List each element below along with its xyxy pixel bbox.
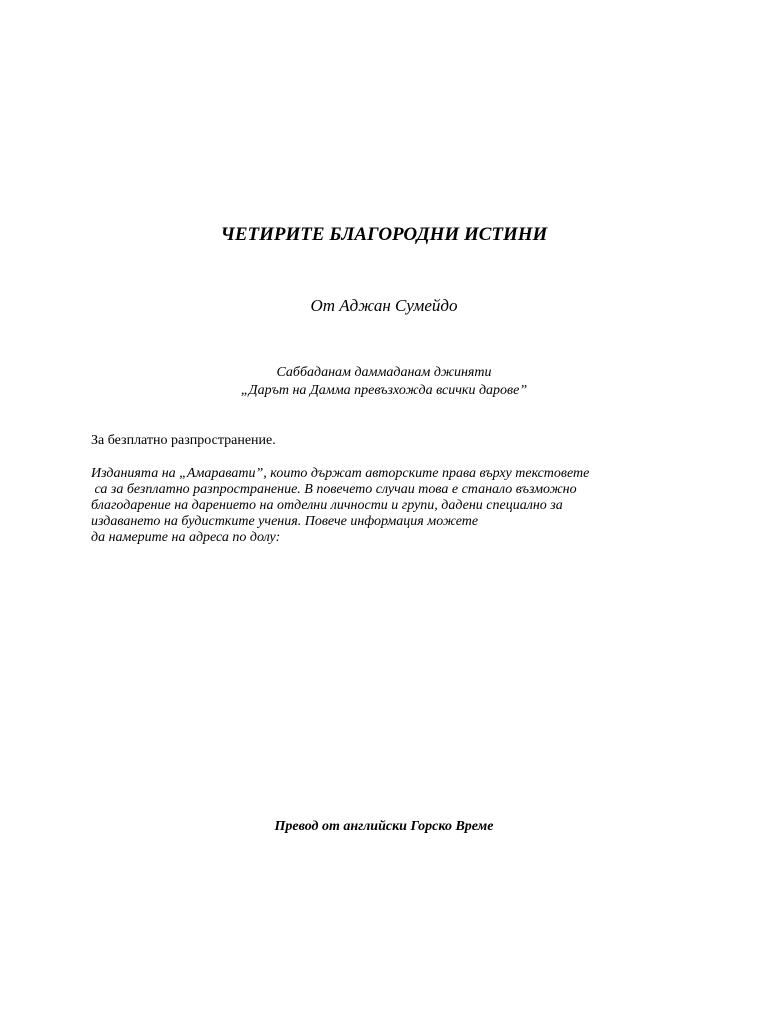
publisher-note-line-5: да намерите на адреса по долу:	[91, 530, 281, 545]
translator-credit: Превод от английски Горско Време	[274, 819, 494, 834]
publisher-note-line-1: Изданията на „Амаравати”, които държат авторските права върху текстовете	[91, 466, 590, 481]
epigraph	[0, 364, 768, 400]
document-title: ЧЕТИРИТЕ БЛАГОРОДНИ ИСТИНИ	[220, 224, 548, 245]
document-author: От Аджан Сумейдо	[310, 296, 458, 315]
epigraph-line-1: Саббаданам даммаданам джиняти	[276, 365, 492, 380]
publisher-note-line-3: благодарение на дарението на отделни личности и групи, дадени специално за	[91, 498, 563, 513]
publisher-note-line-2: са за безплатно разпространение. В повечето случаи това е станало възможно	[91, 482, 577, 497]
publisher-note-line-4: издаването на будистките учения. Повече информация можете	[91, 514, 479, 529]
free-distribution-note: За безплатно разпространение.	[91, 433, 276, 448]
epigraph-line-2: „Дарът на Дамма превъзхожда всички дарове”	[240, 383, 528, 398]
publisher-note	[91, 466, 691, 546]
